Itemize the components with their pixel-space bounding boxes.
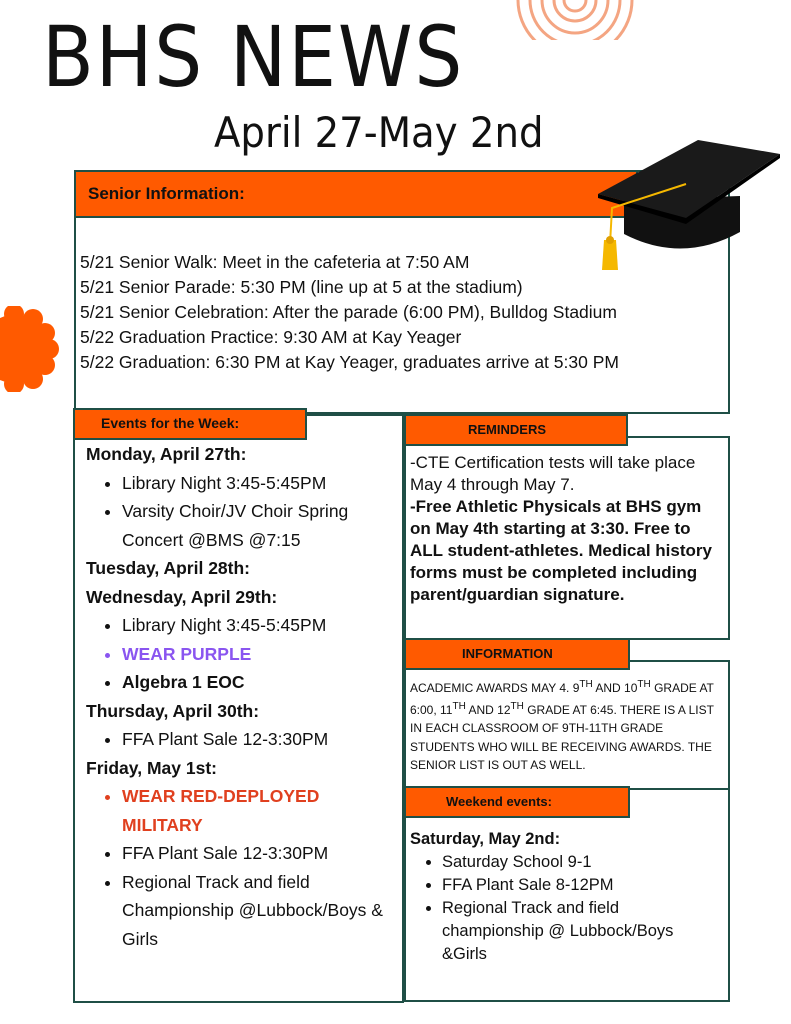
weekend-item: • FFA Plant Sale 8-12PM	[442, 874, 722, 897]
info-sup: TH	[452, 700, 466, 712]
senior-info-line: 5/21 Senior Celebration: After the parade (6:00 PM), Bulldog Stadium	[80, 302, 617, 322]
event-day-monday: Monday, April 27th:	[86, 444, 247, 464]
graduation-cap-icon	[590, 136, 786, 276]
senior-info-line: 5/22 Graduation: 6:30 PM at Kay Yeager, graduates arrive at 5:30 PM	[80, 352, 619, 372]
reminders-content	[410, 452, 722, 606]
reminders-header	[404, 414, 628, 446]
event-item: • FFA Plant Sale 12-3:30PM	[122, 839, 396, 868]
event-item: • FFA Plant Sale 12-3:30PM	[122, 725, 396, 754]
weekend-day: Saturday, May 2nd:	[410, 830, 561, 848]
information-content	[410, 676, 722, 775]
reminders-heading: REMINDERS	[468, 422, 547, 437]
event-item-eoc: • Algebra 1 EOC	[122, 668, 396, 697]
senior-info-line: 5/21 Senior Walk: Meet in the cafeteria at 7:50 AM	[80, 252, 470, 272]
page-subtitle: April 27-May 2nd	[214, 108, 544, 157]
senior-info-line: 5/21 Senior Parade: 5:30 PM (line up at 5 at the stadium)	[80, 277, 523, 297]
senior-information-heading: Senior Information:	[88, 184, 245, 203]
weekend-item: • Regional Track and field championship @ Lubbock/Boys &Girls	[442, 897, 722, 966]
event-item: • Varsity Choir/JV Choir Spring Concert @BMS @7:15	[122, 497, 396, 554]
weekend-events-header	[404, 786, 630, 818]
event-item: • Library Night 3:45-5:45PM	[122, 611, 396, 640]
event-item-wear-purple: • WEAR PURPLE	[122, 640, 396, 669]
senior-information-header	[74, 170, 638, 218]
page-title: BHS NEWS	[42, 8, 465, 106]
event-item-wear-red: • WEAR RED-DEPLOYED MILITARY	[122, 782, 396, 839]
info-text: AND 10	[592, 681, 638, 695]
weekly-events-heading: Events for the Week:	[101, 415, 240, 431]
senior-information-list	[80, 250, 619, 375]
weekend-events-heading: Weekend events:	[446, 794, 552, 809]
info-sup: TH	[510, 700, 524, 712]
info-sup: TH	[637, 679, 651, 690]
event-day-thursday: Thursday, April 30th:	[86, 700, 260, 721]
reminder-physicals: -Free Athletic Physicals at BHS gym on May 4th starting at 3:30. Free to ALL student-athletes. Medical history forms must be completed including parent/guardian signature.	[410, 497, 712, 604]
reminder-cte: -CTE Certification tests will take place May 4 through May 7.	[410, 453, 696, 494]
event-day-wednesday: Wednesday, April 29th:	[86, 586, 278, 607]
weekly-events-header	[73, 408, 307, 440]
event-day-tuesday: Tuesday, April 28th:	[86, 558, 251, 578]
info-sup: TH	[579, 679, 593, 690]
weekend-events-list	[410, 851, 722, 966]
info-text: GRADE AT 6:45. THERE IS A LIST IN EACH CLASSROOM OF 9TH-11TH GRADE STUDENTS WHO WILL BE RECEIVING AWARDS. THE SENIOR LIST IS OUT AS WELL.	[410, 702, 714, 772]
information-heading: INFORMATION	[462, 646, 553, 661]
scalloped-circle-decoration	[0, 306, 62, 392]
event-day-friday: Friday, May 1st:	[86, 757, 217, 778]
wednesday-events-list	[86, 611, 396, 697]
info-text: GRADE AT 6:00, 11	[410, 681, 714, 717]
weekend-events-content	[410, 828, 722, 966]
concentric-arcs-decoration	[500, 0, 650, 40]
senior-info-line: 5/22 Graduation Practice: 9:30 AM at Kay Yeager	[80, 327, 462, 347]
info-text: ACADEMIC AWARDS MAY 4. 9	[410, 681, 580, 695]
weekly-events-content	[86, 440, 396, 953]
info-text: AND 12	[465, 702, 511, 717]
weekend-item: • Saturday School 9-1	[442, 851, 722, 874]
thursday-events-list	[86, 725, 396, 754]
monday-events-list	[86, 469, 396, 555]
event-item: • Regional Track and field Championship @Lubbock/Boys & Girls	[122, 868, 396, 954]
friday-events-list	[86, 782, 396, 953]
information-header	[404, 638, 630, 670]
event-item: • Library Night 3:45-5:45PM	[122, 469, 396, 498]
